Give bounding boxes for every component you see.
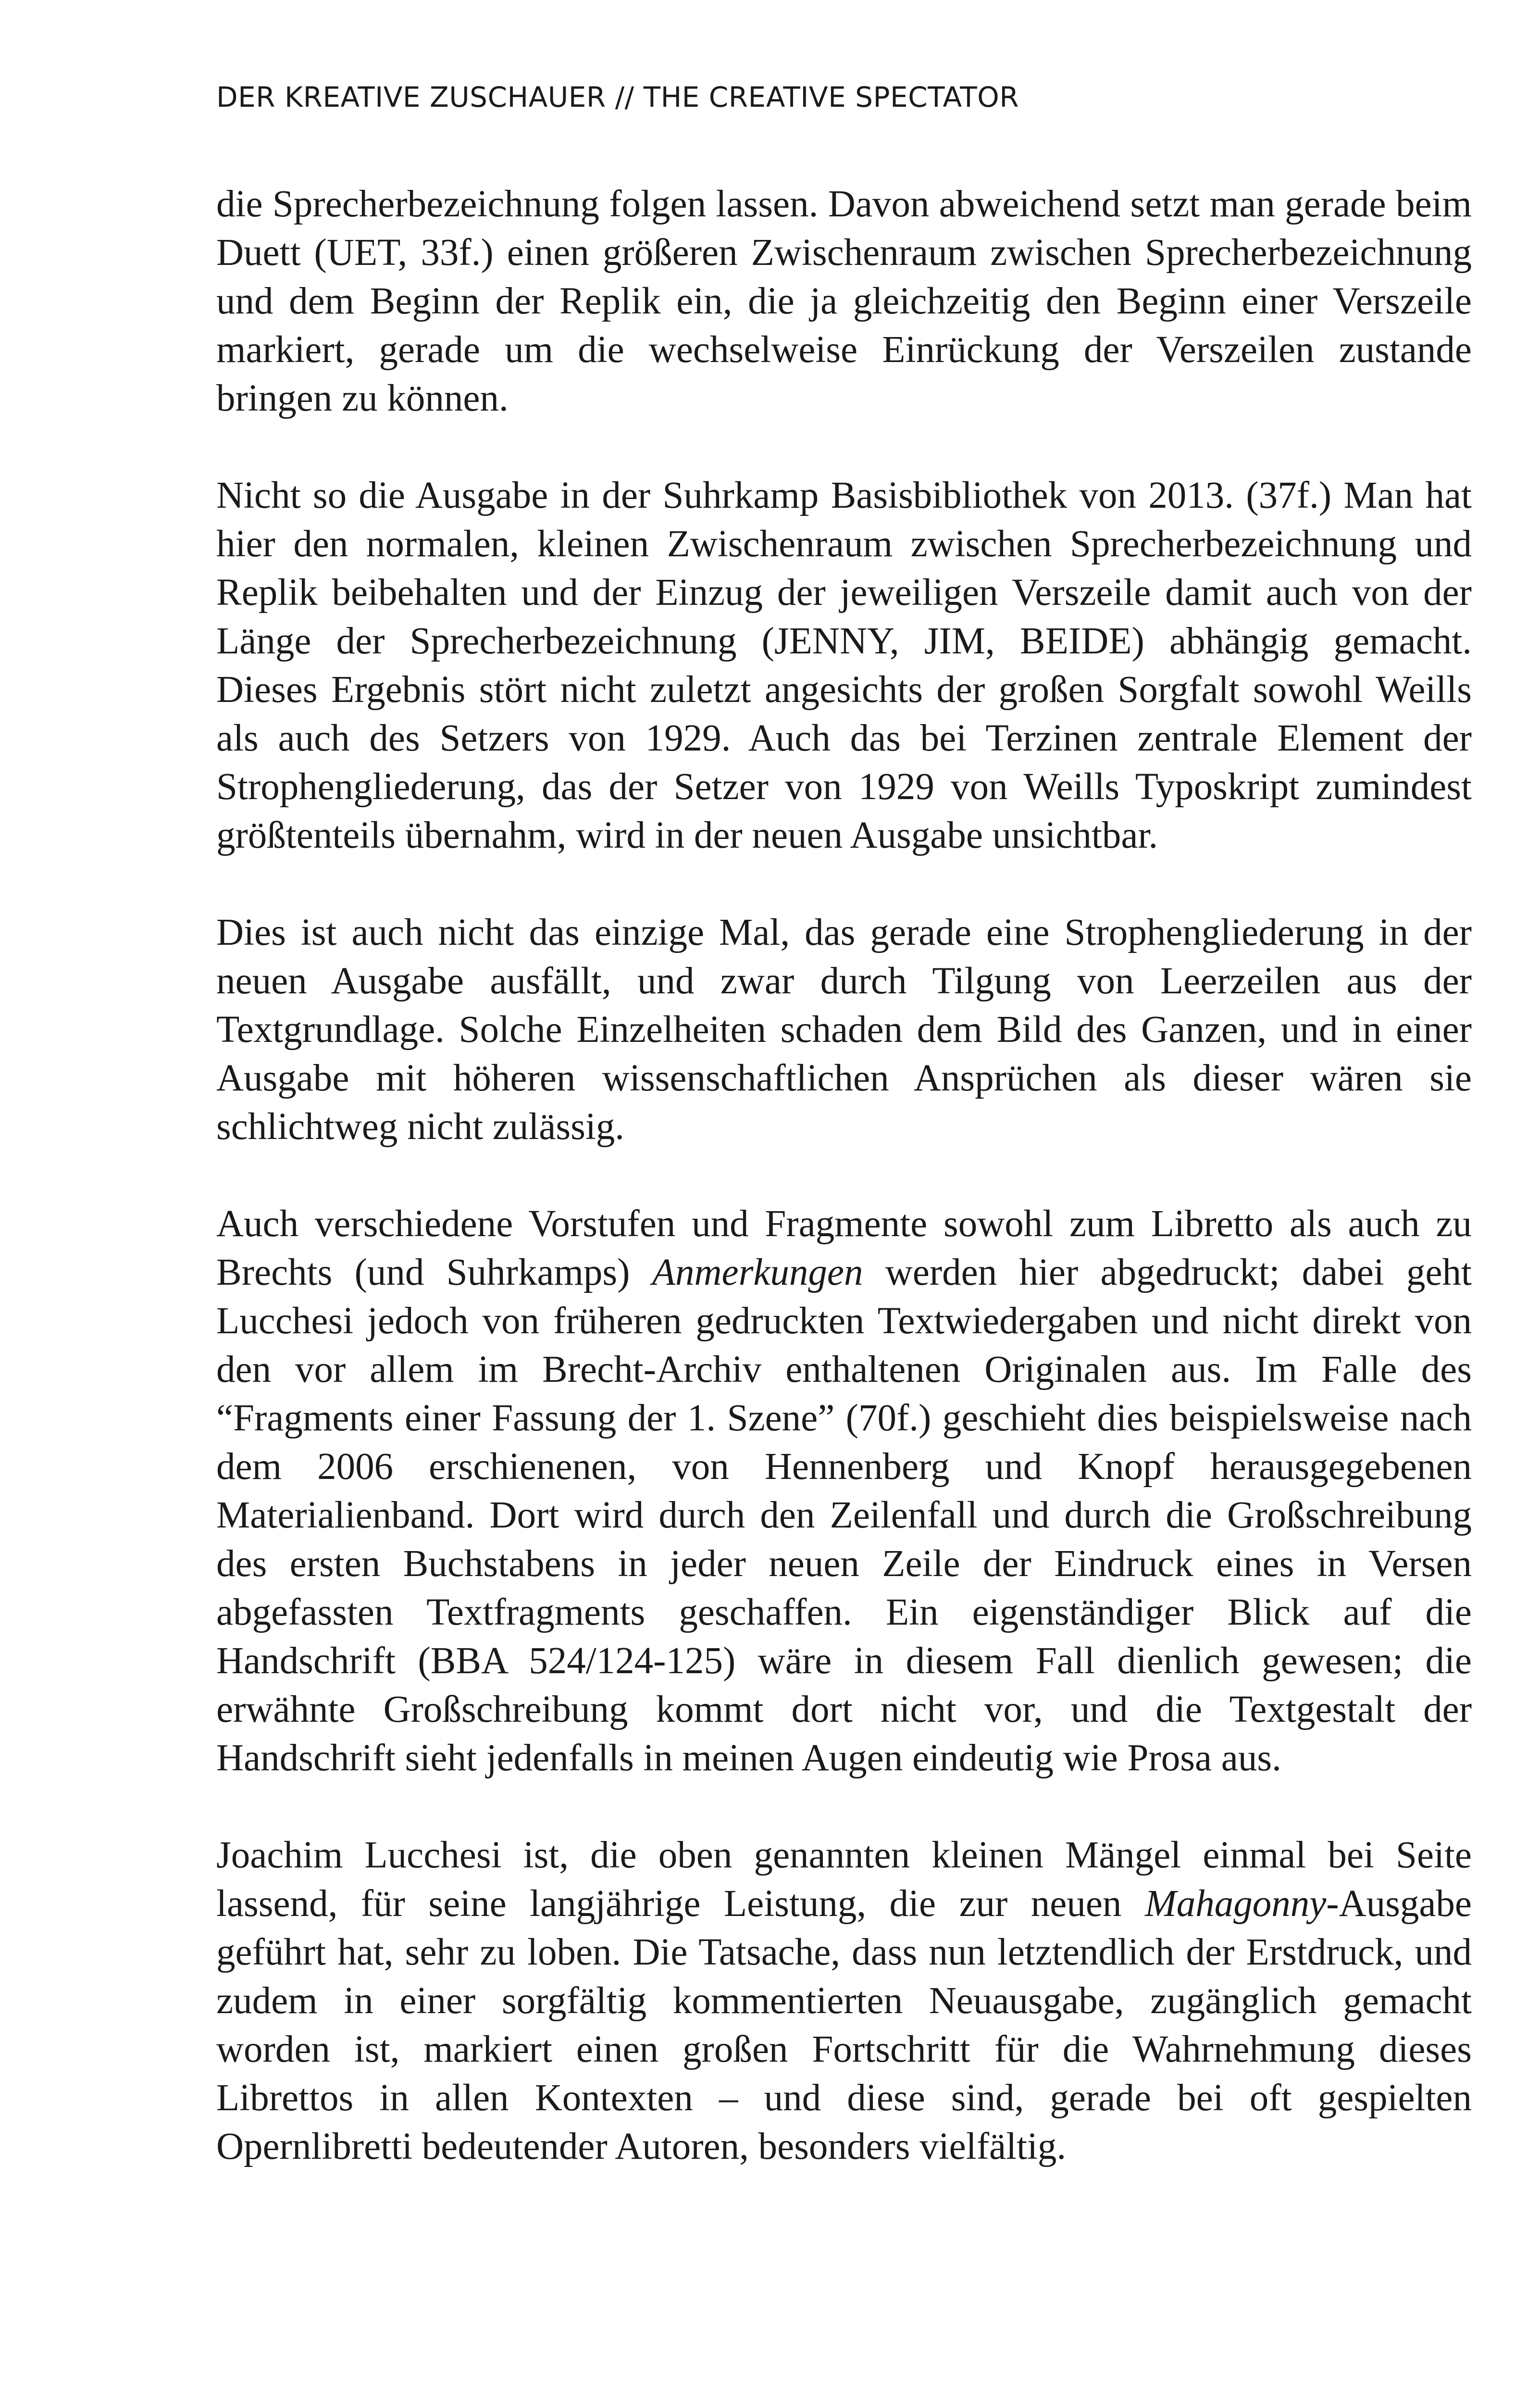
paragraph-5 xyxy=(216,1831,1472,2171)
paragraph-1: die Sprecherbezeichnung folgen lassen. Davon abweichend setzt man gerade beim Duett (UET, 33f.) einen größeren Zwischenraum zwischen Sprecherbezeichnung und dem Beginn der Replik ein, die ja gleichzeitig den Beginn einer Verszeile markiert, gerade um die wechselweise Einrückung der Verszeilen zustande bringen zu können. xyxy=(216,183,1472,419)
running-head-text: DER KREATIVE ZUSCHAUER // THE CREATIVE SPECTATOR xyxy=(216,81,1019,113)
book-title-mahagonny: Mahagonny xyxy=(1144,1883,1327,1925)
running-head xyxy=(216,81,1370,114)
paragraph-2: Nicht so die Ausgabe in der Suhrkamp Basisbibliothek von 2013. (37f.) Man hat hier den normalen, kleinen Zwischenraum zwischen Sprecherbezeichnung und Replik beibehalten und der Einzug der jeweiligen Verszeile damit auch von der Länge der Sprecherbezeichnung (JENNY, JIM, BEIDE) abhängig gemacht. Dieses Ergebnis stört nicht zuletzt angesichts der großen Sorgfalt sowohl Weills als auch des Setzers von 1929. Auch das bei Terzinen zentrale Element der Strophengliederung, das der Setzer von 1929 von Weills Typoskript zumindest größtenteils übernahm, wird in der neuen Ausgabe unsichtbar. xyxy=(216,475,1472,856)
paragraph-4-text-after: werden hier abgedruckt; dabei geht Lucchesi jedoch von früheren gedruckten Textwiedergaben und nicht direkt von den vor allem im Brecht-Archiv enthaltenen Originalen aus. Im Falle des “Fragments einer Fassung der 1. Szene” (70f.) geschieht dies beispielsweise nach dem 2006 erschienenen, von Hennenberg und Knopf herausgegebenen Materialienband. Dort wird durch den Zeilenfall und durch die Großschreibung des ersten Buchstabens in jeder neuen Zeile der Eindruck eines in Versen abgefassten Textfragments geschaffen. Ein eigenständiger Blick auf die Handschrift (BBA 524/124-125) wäre in diesem Fall dienlich gewesen; die erwähnte Großschreibung kommt dort nicht vor, und die Textgestalt der Handschrift sieht jedenfalls in meinen Augen eindeutig wie Prosa aus. xyxy=(216,1252,1472,1779)
paragraph-5-text-after: -Ausgabe geführt hat, sehr zu loben. Die Tatsache, dass nun letztendlich der Erstdruck, und zudem in einer sorgfältig kommentierten Neuausgabe, zugänglich gemacht worden ist, markiert einen großen Fortschritt für die Wahrnehmung dieses Librettos in allen Kontexten – und diese sind, gerade bei oft gespielten Opernlibretti bedeutender Autoren, besonders vielfältig. xyxy=(216,1883,1472,2167)
paragraph-4 xyxy=(216,1200,1472,1782)
paragraph-5-text-before: Joachim Lucchesi ist, die oben genannten kleinen Mängel einmal bei Seite lassend, für seine langjährige Leistung, die zur neuen xyxy=(216,1834,1472,1925)
paragraph-3: Dies ist auch nicht das einzige Mal, das gerade eine Strophengliederung in der neuen Ausgabe ausfällt, und zwar durch Tilgung von Leerzeilen aus der Textgrundlage. Solche Einzelheiten schaden dem Bild des Ganzen, und in einer Ausgabe mit höheren wissenschaftlichen Ansprüchen als dieser wären sie schlichtweg nicht zulässig. xyxy=(216,912,1472,1148)
body-text xyxy=(216,180,1472,2171)
paragraph-4-text-before: Auch verschiedene Vorstufen und Fragmente sowohl zum Libretto als auch zu Brechts (und Suhrkamps) xyxy=(216,1203,1472,1293)
book-title-anmerkungen: Anmerkungen xyxy=(652,1252,863,1293)
